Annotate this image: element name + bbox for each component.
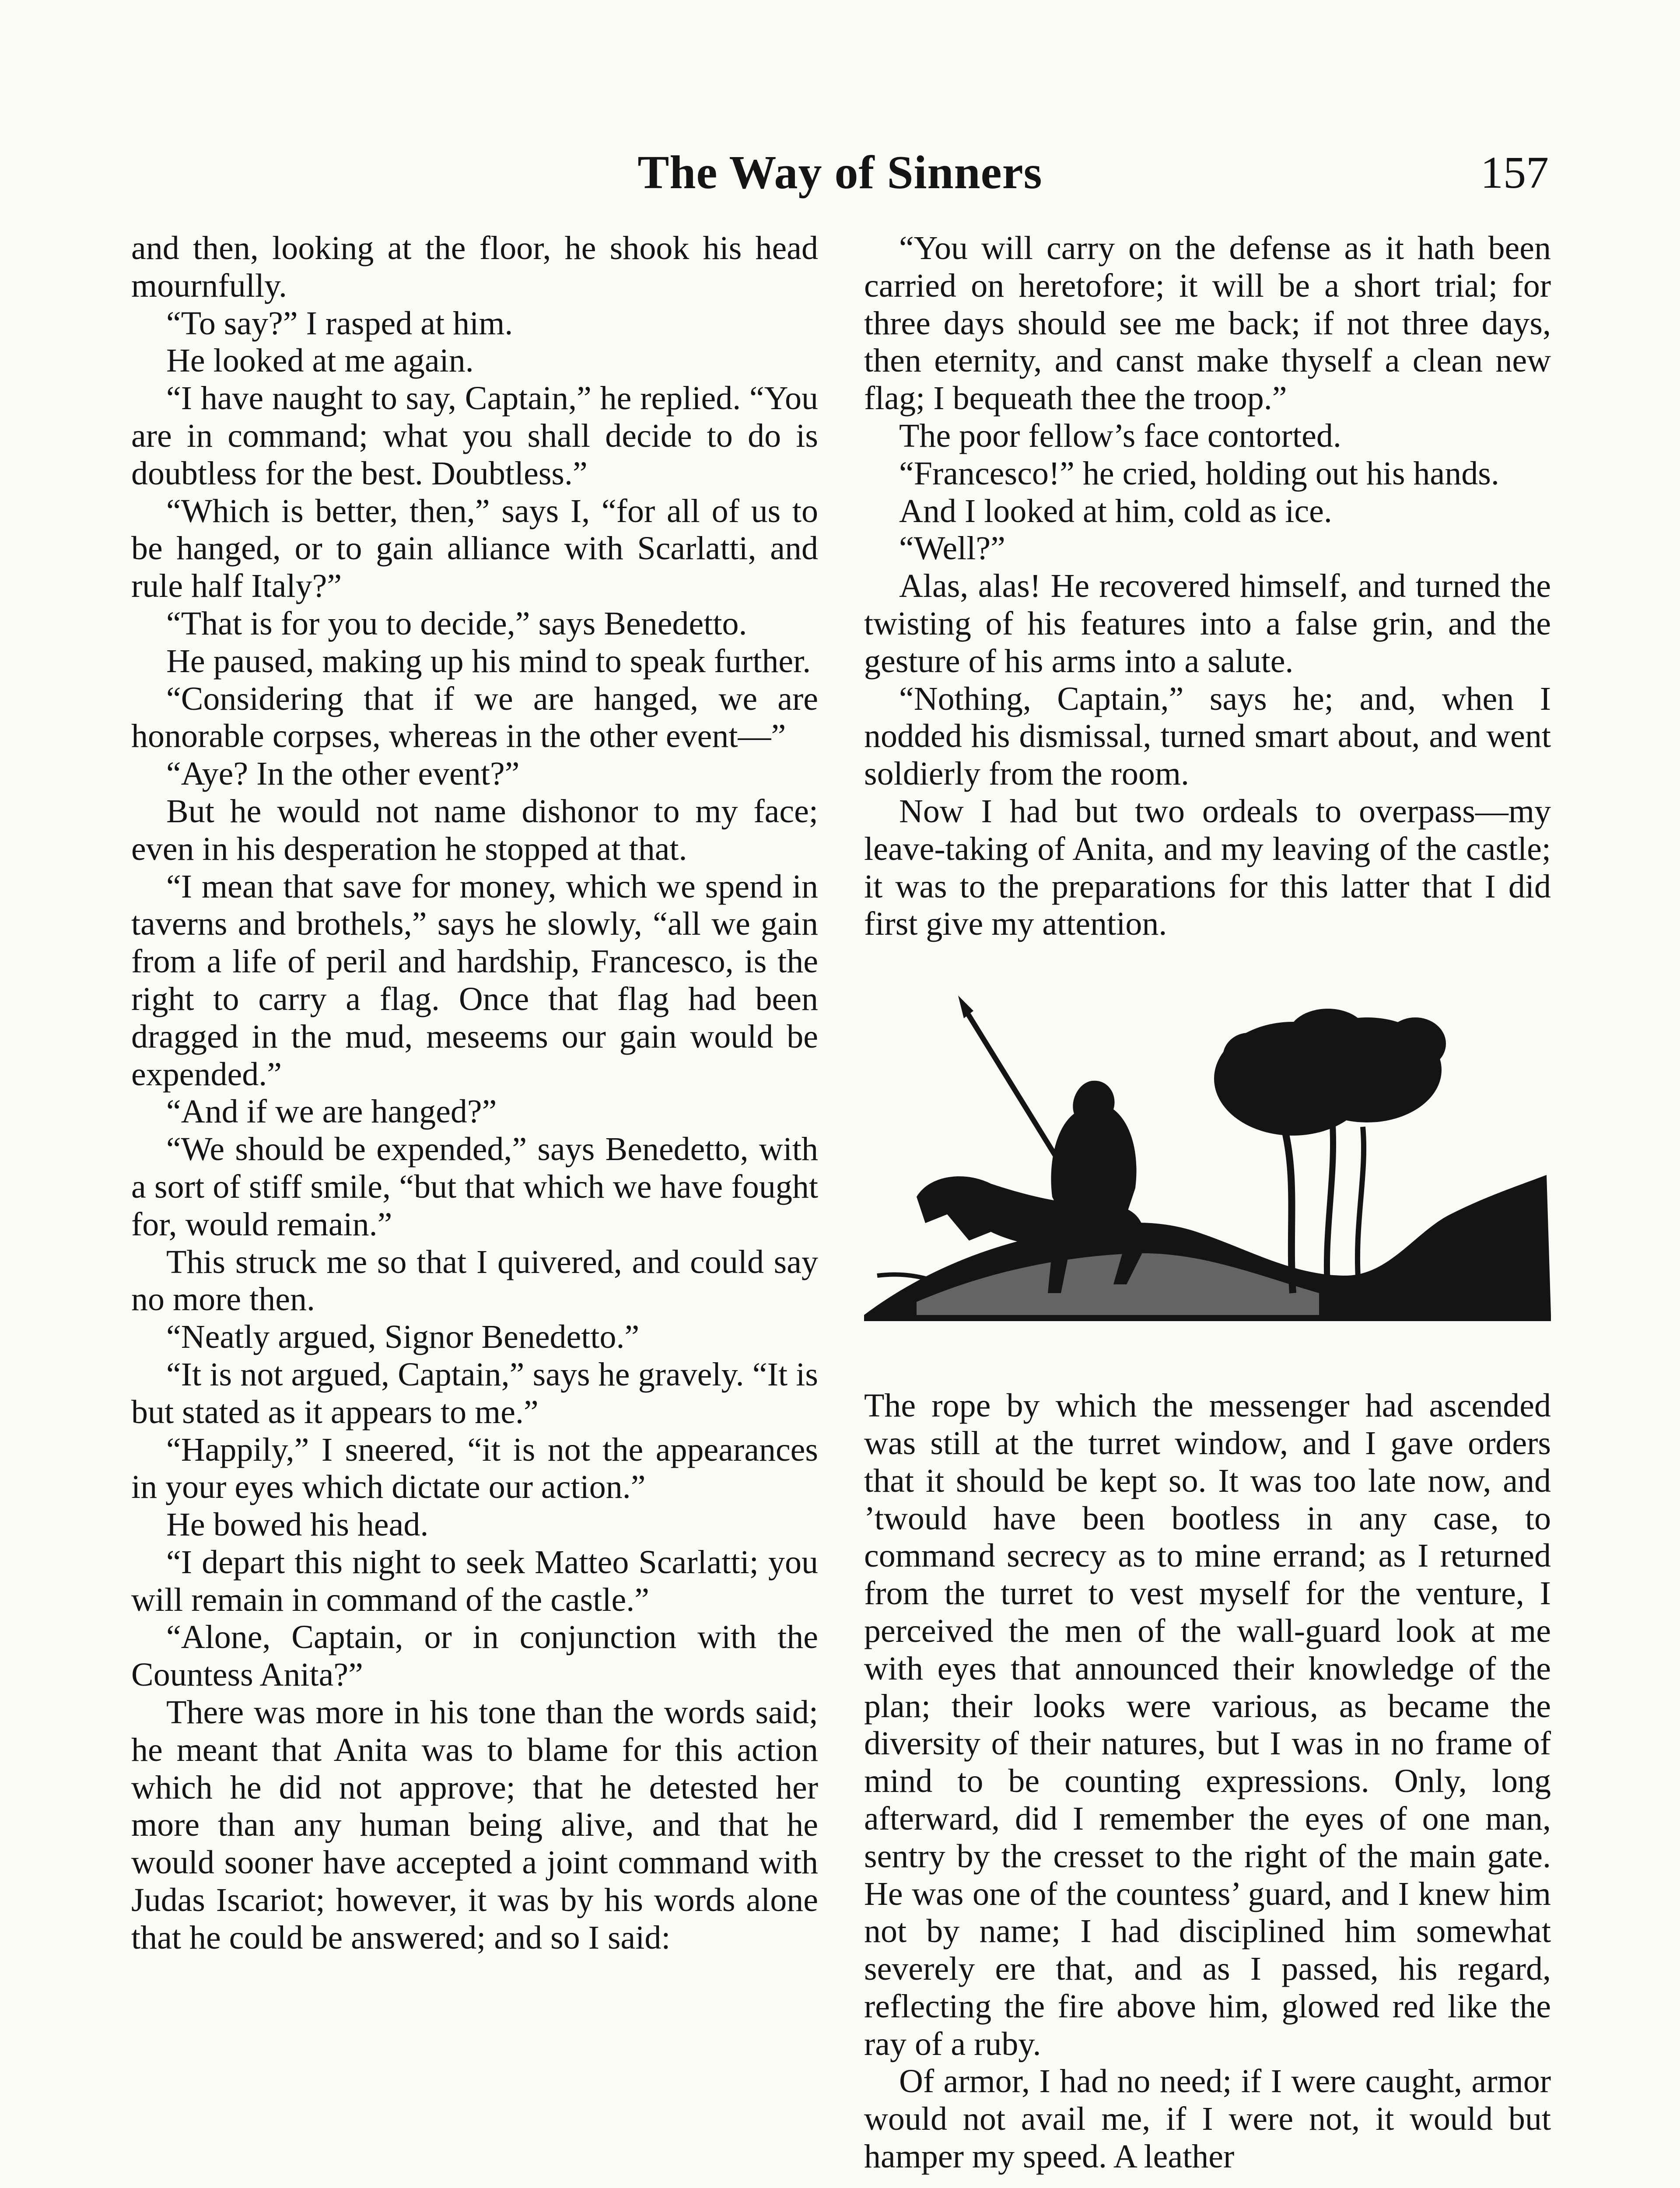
paragraph: He looked at me again. [166,342,474,379]
paragraph: But he would not name dishonor to my face; even in his desperation he stopped at that. [131,792,818,867]
paragraph: “You will carry on the defense as it hath been carried on heretofore; it will be a short trial; for three days should see me back; if not three days, then eternity, and canst make thyself a clean new flag; I bequeath thee the troop.” [864,230,1551,417]
paragraph: “To say?” I rasped at him. [166,305,513,342]
paragraph: He paused, making up his mind to speak further. [166,642,811,680]
paragraph: The rope by which the messenger had ascended was still at the turret window, and I gave orders that it should be kept so. It was too late now, and ’twould have been bootless in any case, to command secrecy as to mine errand; as I returned from the turret to vest myself for the venture, I perceived the men of the wall-guard look at me with eyes that announced their knowledge of the plan; their looks were various, as became the diversity of their natures, but I was in no frame of mind to be counting expressions. Only, long afterward, did I remember the eyes of one man, sentry by the cresset to the right of the main gate. He was one of the countess’ guard, and I knew him not by name; I had disciplined him somewhat severely ere that, and as I passed, his regard, reflecting the fire above him, glowed red like the ray of a ruby. [864,1387,1551,2062]
paragraph: And I looked at him, cold as ice. [899,492,1332,529]
paragraph: There was more in his tone than the words said; he meant that Anita was to blame for this action which he did not approve; that he detested her more than any human being alive, and that he would sooner have accepted a joint command with Judas Iscariot; however, it was by his words alone that he could be answered; and so I said: [131,1694,818,1956]
tree-trunk [1358,1127,1364,1284]
paragraph: “It is not argued, Captain,” says he gravely. “It is but stated as it appears to me.” [131,1356,818,1431]
paragraph: “Well?” [899,530,1005,567]
paragraph: “Considering that if we are hanged, we are honorable corpses, whereas in the other event—” [131,680,818,755]
paragraph: The poor fellow’s face contorted. [899,417,1341,454]
paragraph: “We should be expended,” says Benedetto, with a sort of stiff smile, “but that which we have fought for, would remain.” [131,1131,818,1243]
paragraph: Now I had but two ordeals to overpass—my leave-taking of Anita, and my leaving of the castle; it was to the preparations for this latter that I did first give my attention. [864,792,1551,943]
paragraph: “I have naught to say, Captain,” he replied. “You are in command; what you shall decide to do is doubtless for the best. Doubtless.” [131,380,818,492]
left-column [131,230,818,1957]
paragraph: “I depart this night to seek Matteo Scarlatti; you will remain in command of the castle.” [131,1543,818,1618]
paragraph: “Happily,” I sneered, “it is not the appearances in your eyes which dictate our action.” [131,1431,818,1506]
paragraph: “Francesco!” he cried, holding out his hands. [899,455,1499,492]
paragraph: “Alone, Captain, or in conjunction with the Countess Anita?” [131,1619,818,1694]
paragraph: “And if we are hanged?” [166,1093,497,1130]
paragraph: He bowed his head. [166,1506,429,1543]
horseman-illustration [864,969,1551,1354]
paragraph: “I mean that save for money, which we spend in taverns and brothels,” says he slowly, “all we gain from a life of peril and hardship, Francesco, is the right to carry a flag. Once that flag had been dragged in the mud, meseems our gain would be expended.” [131,868,818,1093]
paragraph: and then, looking at the floor, he shook his head mournfully. [131,230,818,304]
ground-line [864,1315,1551,1321]
paragraph: “That is for you to decide,” says Benedetto. [166,605,747,642]
page-header [131,136,1549,210]
tree-trunk [1327,1118,1333,1293]
paragraph: “Nothing, Captain,” says he; and, when I nodded his dismissal, turned smart about, and went soldierly from the room. [864,680,1551,792]
page-number: 157 [1480,147,1549,198]
paragraph: “Neatly argued, Signor Benedetto.” [166,1318,640,1356]
rider [1051,1081,1136,1214]
paragraph: Of armor, I had no need; if I were caught, armor would not avail me, if I were not, it would but hamper my speed. A leather [864,2063,1551,2175]
paragraph: “Aye? In the other event?” [166,755,520,792]
page-title: The Way of Sinners [637,147,1043,199]
paragraph: Alas, alas! He recovered himself, and turned the twisting of his features into a false grin, and the gesture of his arms into a salute. [864,568,1551,680]
paragraph: “Which is better, then,” says I, “for all of us to be hanged, or to gain alliance with Scarlatti, and rule half Italy?” [131,492,818,605]
paragraph: This struck me so that I quivered, and could say no more then. [131,1243,818,1318]
right-column [864,230,1551,2176]
